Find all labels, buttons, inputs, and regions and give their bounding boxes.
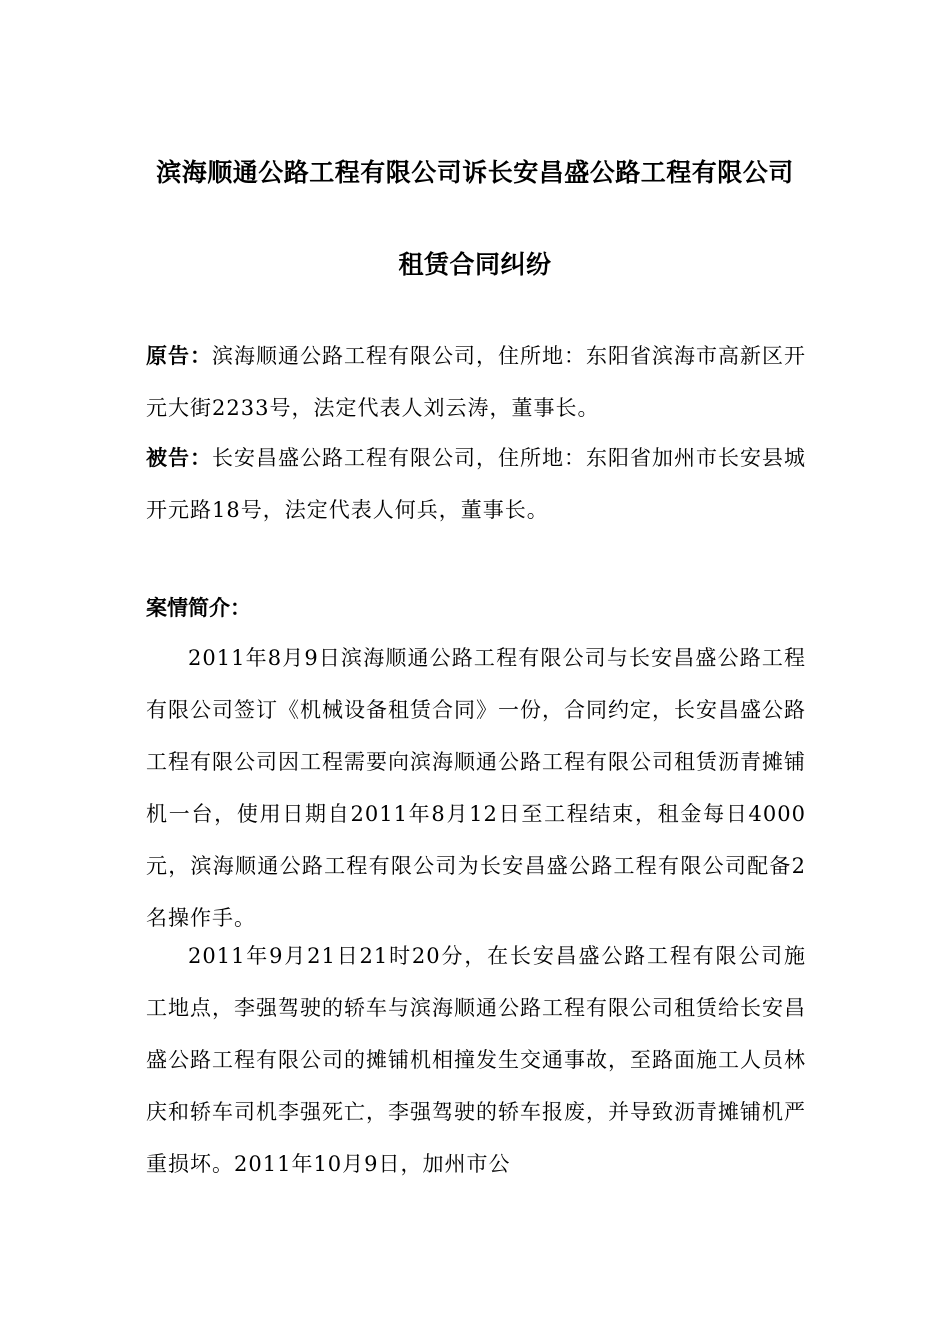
plaintiff-label: 原告： — [146, 344, 212, 368]
document-title-line-1: 滨海顺通公路工程有限公司诉长安昌盛公路工程有限公司 — [156, 158, 794, 187]
document-title-line-2: 租赁合同纠纷 — [398, 250, 552, 279]
plaintiff-paragraph — [146, 330, 806, 434]
defendant-text: 长安昌盛公路工程有限公司，住所地：东阳省加州市长安县城开元路18号，法定代表人何兵，董事长。 — [146, 446, 806, 522]
defendant-label: 被告： — [146, 446, 212, 470]
case-summary-heading: 案情简介： — [146, 596, 251, 620]
case-paragraph-2: 2011年9月21日21时20分，在长安昌盛公路工程有限公司施工地点，李强驾驶的轿车与滨海顺通公路工程有限公司租赁给长安昌盛公路工程有限公司的摊铺机相撞发生交通事故，至路面施工人员林庆和轿车司机李强死亡，李强驾驶的轿车报废，并导致沥青摊铺机严重损坏。2011年10月9日，加州市公 — [146, 944, 806, 1176]
defendant-paragraph — [146, 432, 806, 536]
case-paragraph-1: 2011年8月9日滨海顺通公路工程有限公司与长安昌盛公路工程有限公司签订《机械设备租赁合同》一份，合同约定，长安昌盛公路工程有限公司因工程需要向滨海顺通公路工程有限公司租赁沥青摊铺机一台，使用日期自2011年8月12日至工程结束，租金每日4000元，滨海顺通公路工程有限公司为长安昌盛公路工程有限公司配备2名操作手。 — [146, 646, 806, 930]
plaintiff-text: 滨海顺通公路工程有限公司，住所地：东阳省滨海市高新区开元大街2233号，法定代表人刘云涛，董事长。 — [146, 344, 806, 420]
